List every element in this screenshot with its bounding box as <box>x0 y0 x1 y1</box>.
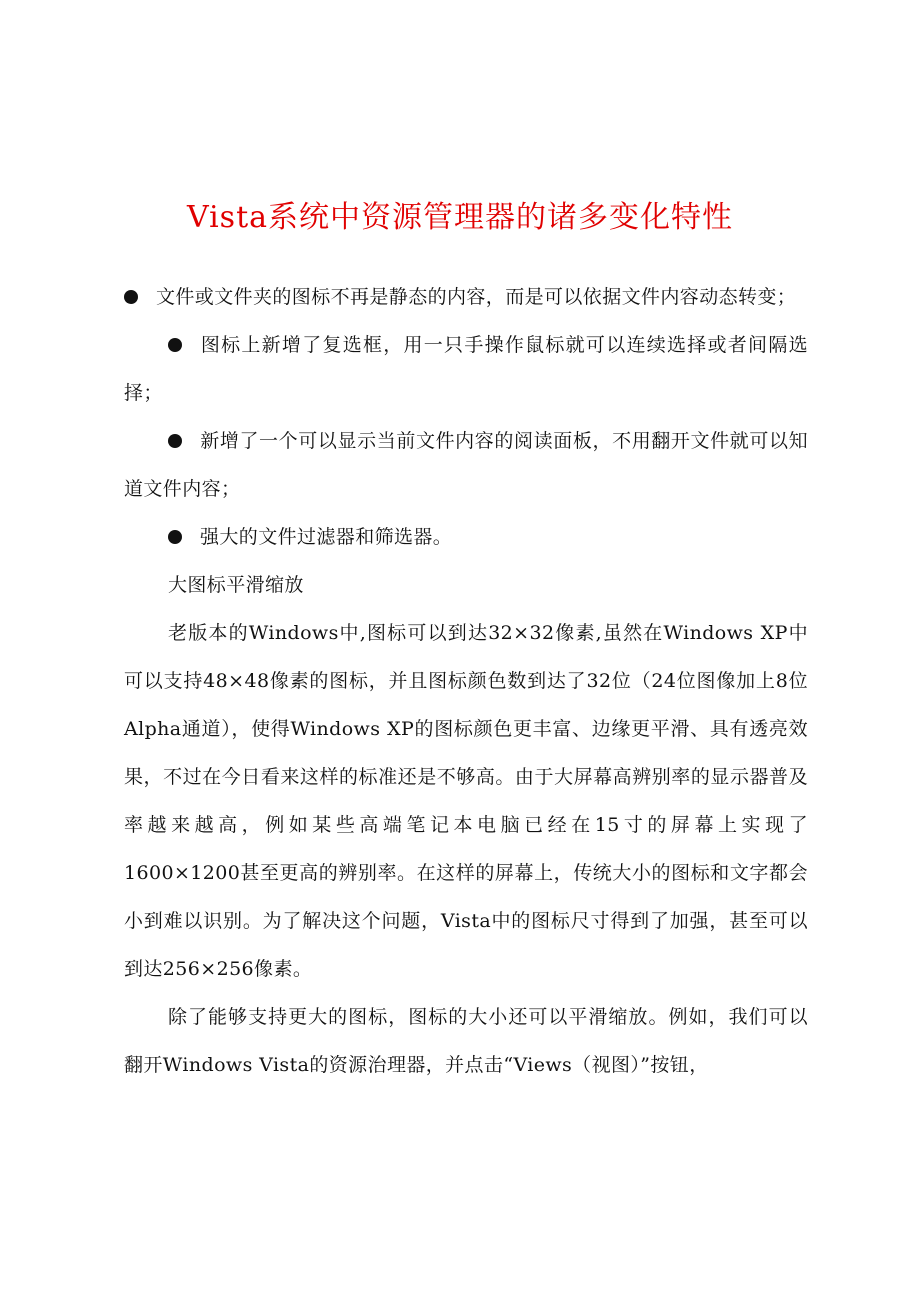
bullet-icon <box>168 434 182 448</box>
bullet-icon <box>168 338 182 352</box>
bullet-icon <box>124 290 138 304</box>
bullet-icon <box>168 530 182 544</box>
bullet-item <box>124 321 808 417</box>
section-heading: 大图标平滑缩放 <box>168 574 304 596</box>
bullet-item <box>124 513 808 561</box>
bullet-text: 文件或文件夹的图标不再是静态的内容，而是可以依据文件内容动态转变； <box>156 286 797 308</box>
bullet-text: 新增了一个可以显示当前文件内容的阅读面板，不用翻开文件就可以知道文件内容； <box>124 430 808 500</box>
bullet-item <box>124 417 808 513</box>
document-body <box>124 273 808 1089</box>
body-paragraph: 老版本的Windows中,图标可以到达32×32像素,虽然在Windows XP中可以支持48×48像素的图标，并且图标颜色数到达了32位（24位图像加上8位Alpha通道），使得Windows XP的图标颜色更丰富、边缘更平滑、具有透亮效果，不过在今日看来这样的标准还是不够高。由于大屏幕高辨别率的显示器普及率越来越高，例如某些高端笔记本电脑已经在15寸的屏幕上实现了1600×1200甚至更高的辨别率。在这样的屏幕上，传统大小的图标和文字都会小到难以识别。为了解决这个问题，Vista中的图标尺寸得到了加强，甚至可以到达256×256像素。 <box>124 622 808 980</box>
document-title: Vista系统中资源管理器的诸多变化特性 <box>186 200 734 235</box>
bullet-text: 强大的文件过滤器和筛选器。 <box>200 526 453 548</box>
bullet-text: 图标上新增了复选框，用一只手操作鼠标就可以连续选择或者间隔选择； <box>124 334 808 404</box>
bullet-item <box>124 273 808 321</box>
body-paragraph: 除了能够支持更大的图标，图标的大小还可以平滑缩放。例如，我们可以翻开Windows Vista的资源治理器，并点击“Views（视图）”按钮， <box>124 1006 808 1076</box>
